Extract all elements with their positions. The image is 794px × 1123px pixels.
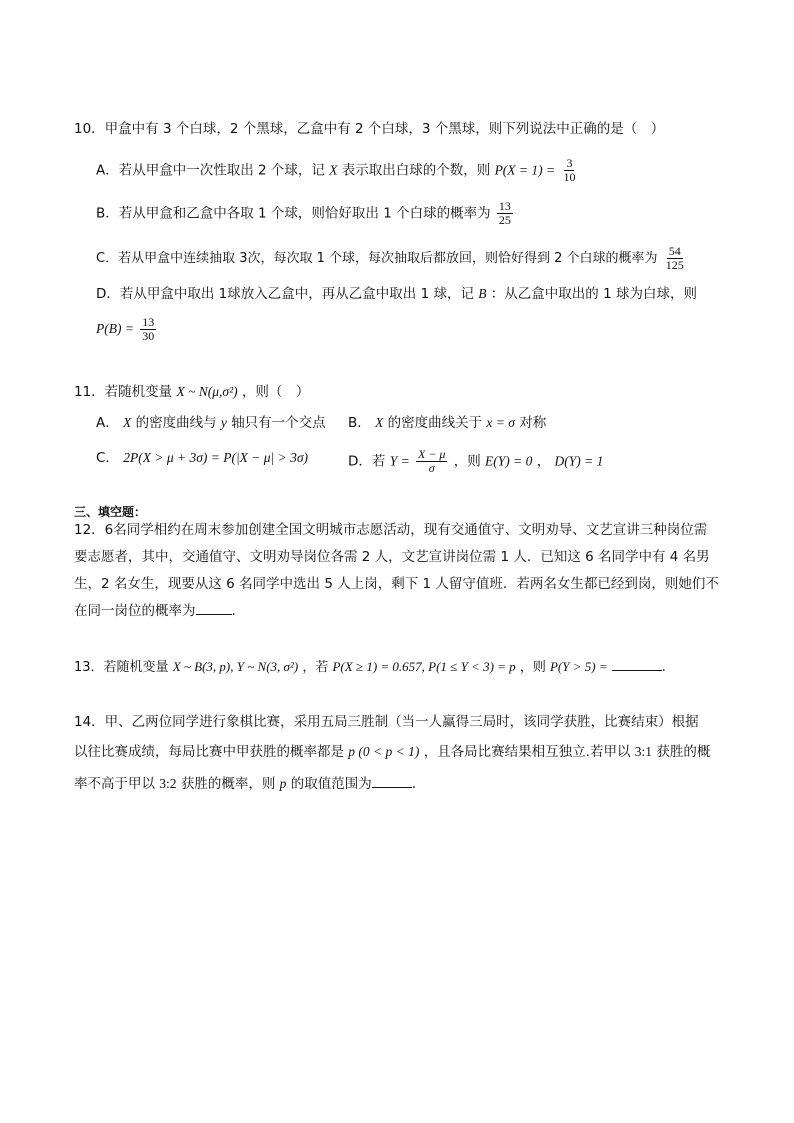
q14-l2-expr: p (0 < p < 1) [348,744,420,759]
q11-option-d [348,448,603,475]
q14-l2c: 获胜的概 [656,744,711,760]
q14-l3b: 获胜的概率，则 [180,776,276,792]
q11-d-t1: ，则 [453,453,481,470]
q12-line-1: 12．6名同学相约在周末参加创建全国文明城市志愿活动，现有交通值守、文明劝导、文艺宣讲三种岗位需 [74,522,708,538]
frac-num: 3 [566,156,573,170]
q11-option-a [96,413,326,433]
q11-d-expr: Y = [389,453,410,469]
q12-l4-text: 在同一岗位的概率为 [74,603,196,619]
q14-l2a: 以往比赛成绩，每局比赛中甲获胜的概率都是 [74,744,344,760]
frac-num: X − μ [418,447,446,461]
q10-option-a [96,157,579,184]
q13-t2: ，则 [519,660,546,675]
frac-den: 10 [563,170,576,184]
answer-blank[interactable] [372,775,412,788]
question-11-stem [74,382,309,402]
q10-a-expr: P(X = 1) = [494,162,556,178]
q13-end: . [661,660,666,675]
q13-expr3: P(Y > 5) = [549,659,608,674]
q10-d-var: B [478,286,487,301]
q11-option-b [348,413,546,433]
q11-stem-expr: X ~ N(μ,σ²) [176,384,238,399]
answer-blank[interactable] [196,602,232,615]
q11-a-var: X [123,415,132,430]
q10-option-b [96,200,515,227]
q11-d-text: D．若 [348,453,386,470]
q14-line-3 [74,774,416,794]
question-10-stem: 10．甲盒中有 3 个白球，2 个黑球，乙盒中有 2 个白球，3 个黑球，则下列说法中正确的是（ ） [74,121,665,137]
q14-l3a: 率不高于甲以 [74,776,155,792]
q13-t1: ，若 [302,660,329,675]
q10-b-fraction [497,200,513,227]
q10-d-expr: P(B) = [96,321,134,336]
q11-b-text: B． [348,415,371,431]
frac-num: 13 [498,199,511,213]
q12-line-4 [74,601,236,621]
q11-a-axis: y [220,415,227,430]
q10-a-fraction [561,157,577,184]
frac-num: 54 [668,244,681,258]
q13-expr2: P(X ≥ 1) = 0.657, P(1 ≤ Y < 3) = p [332,659,516,674]
q10-a-var: X [329,162,338,178]
section-title-fill-blank: 三、填空题： [74,505,147,519]
q11-stem-suffix: ，则（ ） [241,384,310,400]
frac-den: 125 [665,258,684,272]
q10-a-text2: 表示取出白球的个数，则 [341,162,491,179]
q11-option-c [96,448,308,468]
frac-den: 30 [142,329,155,343]
q10-c-text: C．若从甲盒中连续抽取 3次，每次取 1 个球，每次抽取后都放回，则恰好得到 2 个白球的概率为 [96,251,658,266]
q11-d-expr2: E(Y) = 0 [485,453,533,469]
q10-option-c [96,245,688,272]
q14-l3-end: . [411,776,416,792]
q12-l4-end: . [231,603,236,619]
q14-l3-var: p [279,776,287,791]
q11-b-expr: x = σ [486,415,515,430]
q10-option-d [96,284,697,304]
q10-c-fraction [664,245,686,272]
q13-expr1: X ~ B(3, p), Y ~ N(3, σ²) [172,659,299,674]
answer-blank[interactable] [612,658,662,671]
q11-a-text: A． [96,415,119,431]
q11-d-t2: ， [536,453,551,470]
q14-l3c: 的取值范围为 [290,776,372,792]
q10-d-text: D．若从甲盒中取出 1球放入乙盒中，再从乙盒中取出 1 球，记 [96,286,474,302]
q10-option-d-formula [96,316,158,343]
q14-l2-ratio: 3:1 [634,744,653,759]
q11-d-expr3: D(Y) = 1 [554,453,604,469]
q10-d-text2: ：从乙盒中取出的 1 球为白球，则 [490,286,697,302]
q11-b-t1: 的密度曲线关于 [387,415,483,431]
q14-l3-ratio: 3:2 [159,776,177,791]
question-13 [74,657,666,678]
frac-den: σ [428,461,435,475]
q14-l2b: ，且各局比赛结果相互独立.若甲以 [423,744,631,760]
q11-b-t2: 对称 [519,415,547,431]
q10-b-text: B．若从甲盒和乙盒中各取 1 个球，则恰好取出 1 个白球的概率为 [96,205,491,222]
q14-line-1: 14．甲、乙两位同学进行象棋比赛，采用五局三胜制（当一人赢得三局时，该同学获胜，比赛结束）根据 [74,714,699,730]
frac-den: 25 [498,213,511,227]
q14-line-2 [74,742,710,762]
q10-a-text: A．若从甲盒中一次性取出 2 个球，记 [96,162,325,179]
q13-prefix: 13．若随机变量 [74,660,169,675]
q11-b-var: X [375,415,384,430]
q12-line-2: 要志愿者，其中，交通值守、文明劝导岗位各需 2 人，文艺宣讲岗位需 1 人．已知这 6 名同学中有 4 名男 [74,549,710,565]
q11-stem-prefix: 11．若随机变量 [74,384,173,400]
q11-c-expr: 2P(X > μ + 3σ) = P(|X − μ| > 3σ) [123,450,309,465]
frac-num: 13 [142,315,155,329]
q10-d-fraction [140,316,156,343]
q12-line-3: 生，2 名女生，现要从这 6 名同学中选出 5 人上岗，剩下 1 人留守值班．若两名女生都已经到岗，则她们不 [74,576,719,592]
q11-d-fraction [416,448,447,475]
q11-a-t2: 轴只有一个交点 [231,415,326,431]
q11-a-t1: 的密度曲线与 [135,415,217,431]
q11-c-text: C． [96,450,119,466]
